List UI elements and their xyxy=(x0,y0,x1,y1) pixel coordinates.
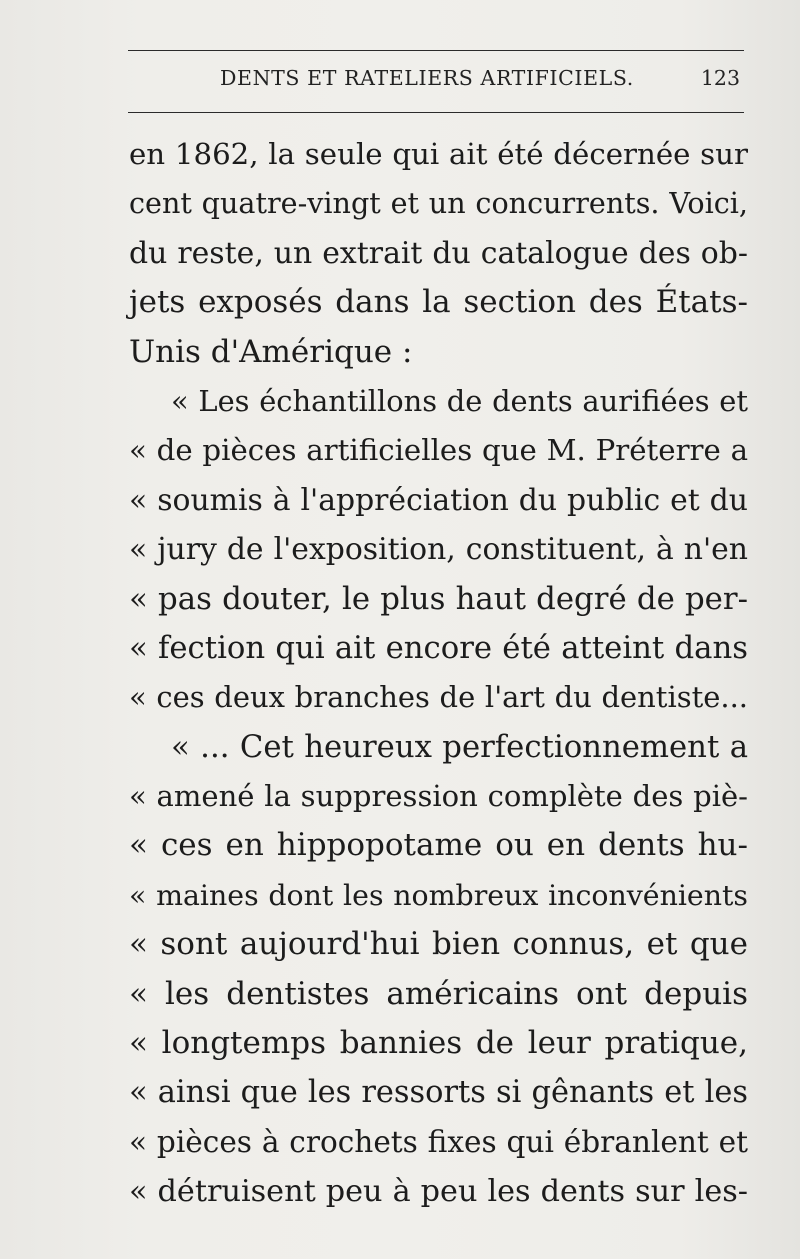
header-top-rule xyxy=(128,50,744,51)
text-line: « soumis à l'appréciation du public et du xyxy=(129,482,748,518)
text-line: « ... Cet heureux perfectionnement a xyxy=(171,728,748,765)
text-line: jets exposés dans la section des États- xyxy=(129,284,748,321)
text-line: « pas douter, le plus haut degré de per- xyxy=(129,580,748,617)
running-head xyxy=(128,60,744,100)
text-line: « de pièces artificielles que M. Préterre a xyxy=(129,433,748,468)
page-number: 123 xyxy=(700,66,740,90)
text-line: « Les échantillons de dents aurifiées et xyxy=(171,383,748,418)
text-line: « jury de l'exposition, constituent, à n'en xyxy=(129,532,748,568)
text-line: « ainsi que les ressorts si gênants et les xyxy=(129,1075,748,1111)
text-line: « détruisent peu à peu les dents sur les- xyxy=(129,1174,748,1210)
text-line: Unis d'Amérique : xyxy=(129,333,413,370)
text-line: « amené la suppression complète des piè- xyxy=(129,779,748,814)
header-bottom-rule xyxy=(128,112,744,113)
text-line: « ces deux branches de l'art du dentiste... xyxy=(129,680,748,715)
text-line: « pièces à crochets fixes qui ébranlent et xyxy=(129,1124,748,1159)
text-line: « les dentistes américains ont depuis xyxy=(129,975,748,1012)
text-line: « ces en hippopotame ou en dents hu- xyxy=(129,827,748,864)
text-line: « longtemps bannies de leur pratique, xyxy=(129,1025,748,1062)
text-line: cent quatre-vingt et un concurrents. Voici, xyxy=(129,186,748,221)
running-title: DENTS ET RATELIERS ARTIFICIELS. xyxy=(220,66,634,90)
text-line: « fection qui ait encore été atteint dans xyxy=(129,629,748,666)
text-line: « maines dont les nombreux inconvénients xyxy=(129,878,748,912)
text-line: du reste, un extrait du catalogue des ob- xyxy=(129,235,748,271)
text-line: « sont aujourd'hui bien connus, et que xyxy=(129,926,748,963)
text-line: en 1862, la seule qui ait été décernée sur xyxy=(129,137,748,171)
body-text xyxy=(129,130,748,1217)
